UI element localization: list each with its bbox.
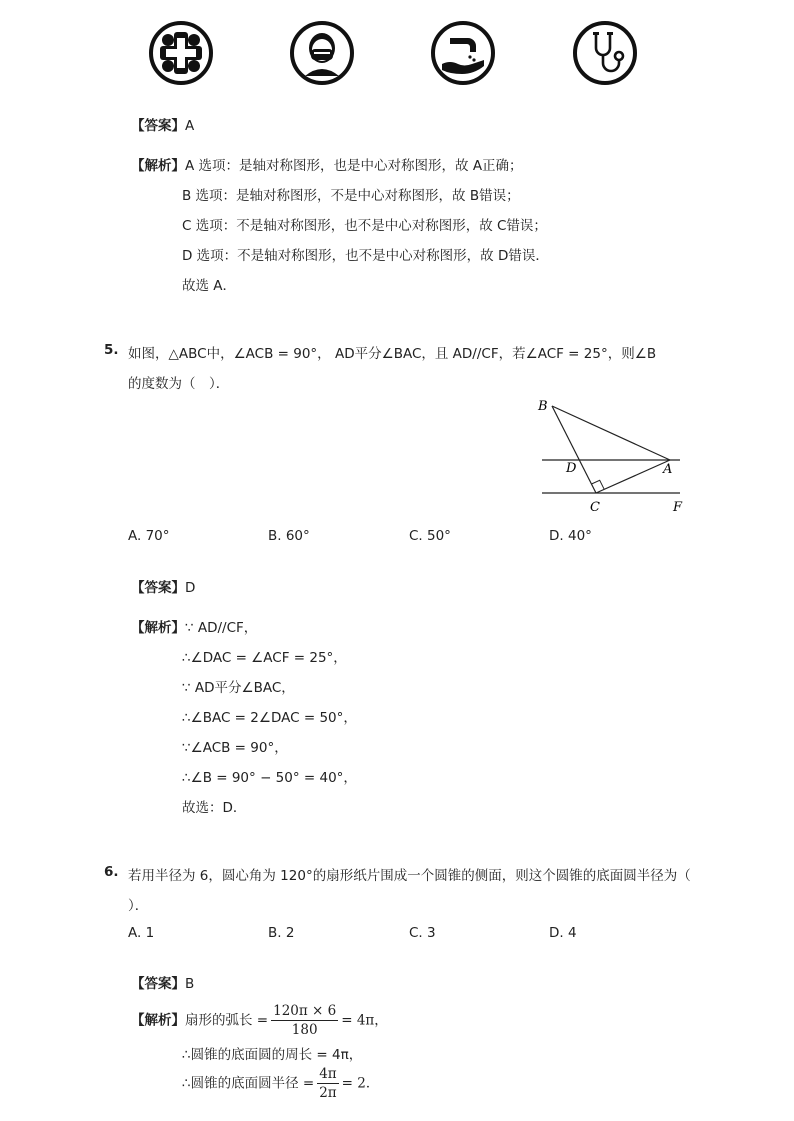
option-a: A. 70° (128, 528, 170, 544)
q5-analysis-line-1 (131, 616, 257, 636)
q6-answer-row (131, 972, 194, 992)
q6-analysis-line-2: ∴圆锥的底面圆的周长 = 4π， (182, 1047, 363, 1063)
q4-answer-row (131, 114, 194, 134)
cross-emblem-icon (148, 20, 214, 86)
option-b: B. 2 (268, 925, 295, 941)
label-a: A (663, 462, 673, 477)
answer-value: D (185, 580, 196, 596)
answer-label: 【答案】 (131, 118, 185, 134)
option-c: C. 50° (409, 528, 451, 544)
q4-analysis-line-5: 故选 A． (182, 278, 237, 294)
question-stem: 若用半径为 6，圆心角为 120°的扇形纸片围成一个圆锥的侧面，则这个圆锥的底面圆半径为（ (128, 868, 691, 884)
q5-analysis-line-5: ∵∠ACB = 90°， (182, 740, 288, 756)
q5-answer-row (131, 576, 195, 596)
label-f: F (673, 500, 683, 515)
answer-label: 【答案】 (131, 580, 185, 596)
question-stem-cont: ）． (128, 898, 149, 914)
q5-analysis-line-2: ∴∠DAC = ∠ACF = 25°， (182, 650, 347, 666)
hand-washing-icon (430, 20, 496, 86)
question-number: 5. (104, 342, 119, 358)
q5-analysis-line-3: ∵ AD平分∠BAC， (182, 680, 295, 696)
answer-value: B (185, 976, 195, 992)
masked-person-icon (289, 20, 355, 86)
analysis-text: A 选项：是轴对称图形，也是中心对称图形，故 A正确； (185, 158, 523, 174)
fraction-radius (317, 1066, 338, 1101)
analysis-result: = 4π， (341, 1012, 388, 1029)
analysis-text: ∵ AD//CF， (185, 620, 258, 636)
analysis-text: 扇形的弧长 = (185, 1012, 269, 1029)
segment-bc (552, 406, 596, 493)
q4-analysis-line-3: C 选项：不是轴对称图形，也不是中心对称图形，故 C错误； (182, 218, 547, 234)
fraction-numerator: 120π × 6 (273, 1003, 337, 1019)
q4-analysis-line-4: D 选项：不是轴对称图形，也不是中心对称图形，故 D错误． (182, 248, 549, 264)
answer-label: 【答案】 (131, 976, 185, 992)
option-d: D. 4 (549, 925, 577, 941)
q6-analysis-line-3 (182, 1066, 379, 1101)
fraction-denominator: 2π (319, 1085, 337, 1101)
question-stem-cont: 的度数为（ ）． (128, 376, 230, 392)
fraction-denominator: 180 (291, 1022, 318, 1038)
q5-analysis-line-4: ∴∠BAC = 2∠DAC = 50°， (182, 710, 357, 726)
analysis-label: 【解析】 (131, 620, 185, 636)
q5-analysis-line-7: 故选：D． (182, 800, 247, 816)
analysis-result: = 2． (341, 1075, 380, 1092)
option-b: B. 60° (268, 528, 310, 544)
label-c: C (590, 500, 600, 515)
fraction-arc-length (271, 1003, 338, 1038)
label-d: D (566, 461, 577, 476)
analysis-label: 【解析】 (131, 1012, 185, 1029)
analysis-text: ∴圆锥的底面圆半径 = (182, 1075, 315, 1092)
q4-analysis-line-2: B 选项：是轴对称图形，不是中心对称图形，故 B错误； (182, 188, 520, 204)
stethoscope-icon (572, 20, 638, 86)
q6-analysis-line-1 (131, 1003, 388, 1038)
segment-ba (552, 406, 670, 460)
option-a: A. 1 (128, 925, 155, 941)
option-c: C. 3 (409, 925, 436, 941)
q4-analysis-line-1 (131, 154, 523, 174)
label-b: B (538, 399, 548, 414)
geometry-figure (530, 392, 700, 517)
question-stem: 如图，△ABC中，∠ACB = 90°， AD平分∠BAC，且 AD//CF，若∠ACF = 25°，则∠B (128, 346, 657, 362)
segment-ca (596, 460, 673, 493)
q5-analysis-line-6: ∴∠B = 90° − 50° = 40°， (182, 770, 357, 786)
analysis-label: 【解析】 (131, 158, 185, 174)
option-d: D. 40° (549, 528, 592, 544)
fraction-numerator: 4π (319, 1066, 337, 1082)
answer-value: A (185, 118, 195, 134)
question-number: 6. (104, 864, 119, 880)
